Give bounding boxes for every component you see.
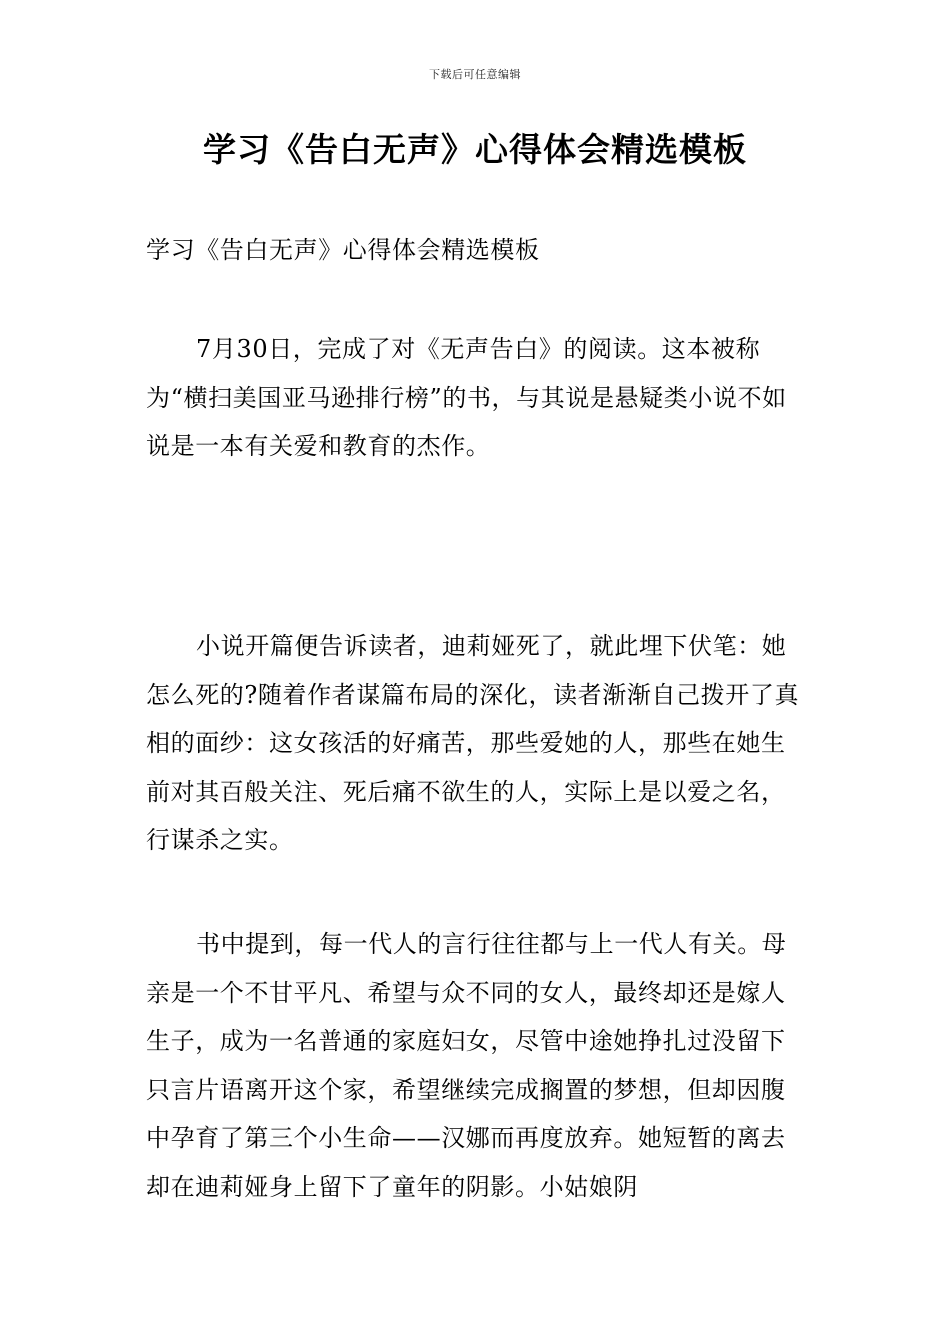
header-note: 下载后可任意编辑 [429,68,521,81]
paragraph-1: 7月30日，完成了对《无声告白》的阅读。这本被称为“横扫美国亚马逊排行榜”的书，与其说是悬疑类小说不如说是一本有关爱和教育的杰作。 [146,335,787,460]
document-title: 学习《告白无声》心得体会精选模板 [203,130,747,169]
document-subtitle: 学习《告白无声》心得体会精选模板 [146,236,540,264]
paragraph-3: 书中提到，每一代人的言行往往都与上一代人有关。母亲是一个不甘平凡、希望与众不同的女人，最终却还是嫁人生子，成为一名普通的家庭妇女，尽管中途她挣扎过没留下只言片语离开这个家，希望继续完成搁置的梦想，但却因腹中孕育了第三个小生命——汉娜而再度放弃。她短暂的离去却在迪莉娅身上留下了童年的阴影。小姑娘阴 [146,930,787,1201]
paragraph-2: 小说开篇便告诉读者，迪莉娅死了，就此埋下伏笔：她怎么死的?随着作者谋篇布局的深化，读者渐渐自己拨开了真相的面纱：这女孩活的好痛苦，那些爱她的人，那些在她生前对其百般关注、死后痛不欲生的人，实际上是以爱之名，行谋杀之实。 [146,632,800,854]
